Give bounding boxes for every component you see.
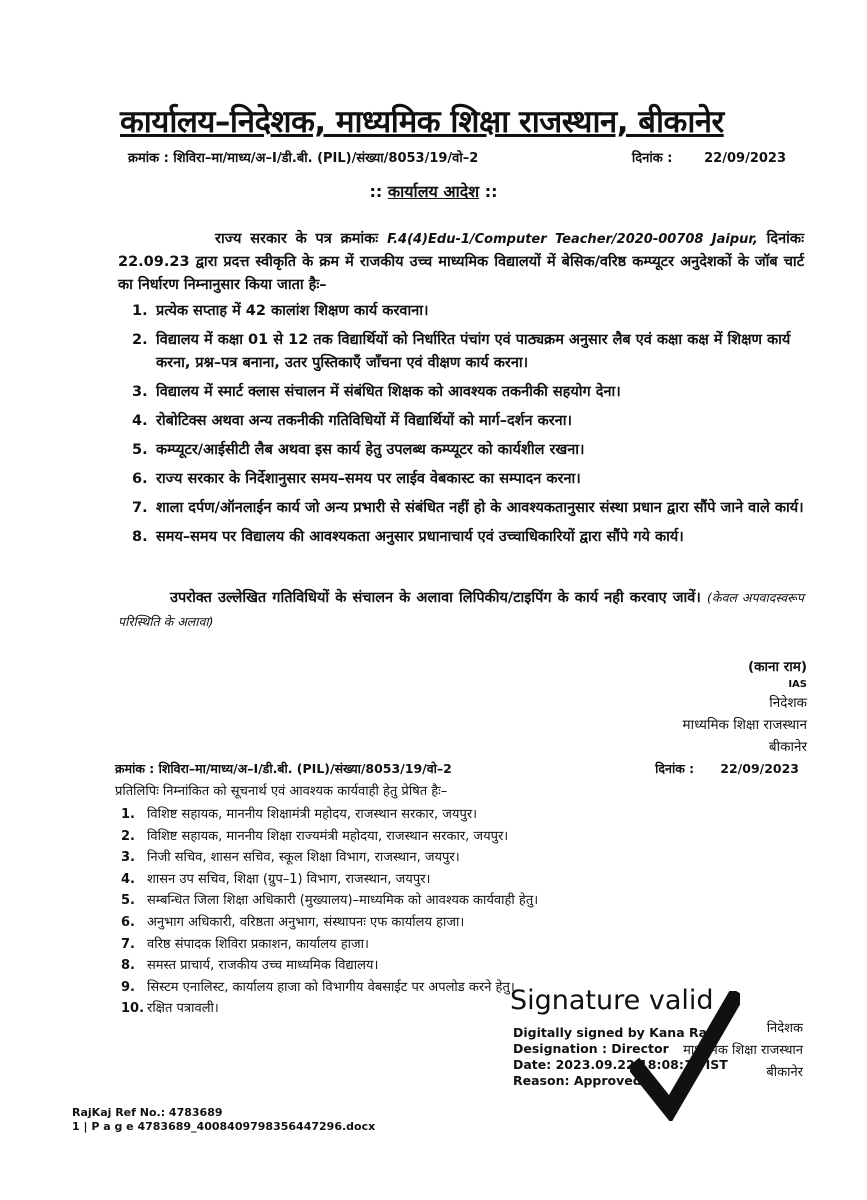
- order-heading-text: कार्यालय आदेश: [387, 182, 480, 201]
- reference-date-label: दिनांक :: [631, 151, 673, 166]
- list-item-text: सम्बन्धित जिला शिक्षा अधिकारी (मुख्यालय)–माध्यमिक को आवश्यक कार्यवाही हेतु।: [147, 893, 539, 909]
- list-item-number: 1.: [132, 303, 148, 319]
- list-item-number: 4.: [132, 413, 148, 429]
- list-item-text: राज्य सरकार के निर्देशानुसार समय–समय पर लाईव वेबकास्ट का सम्पादन करना।: [156, 471, 581, 487]
- list-item-text: शाला दर्पण/ऑनलाईन कार्य जो अन्य प्रभारी से संबंधित नहीं हो के आवश्यकतानुसार संस्था प्रधान द्वारा सौंपे जाने वाले कार्य।: [156, 500, 804, 516]
- closing-note: (केवल अपवादस्वरूप परिस्थिति के अलावा): [118, 590, 804, 629]
- list-item: [115, 955, 805, 977]
- list-item-number: 2.: [132, 332, 148, 348]
- list-item: [115, 869, 805, 891]
- copy-reference-number: क्रमांक : शिविरा–मा/माध्य/अ–I/डी.बी. (PIL)/संख्या/8053/19/वो–2: [115, 761, 452, 776]
- list-item: [115, 890, 805, 912]
- digital-signature-stamp[interactable]: [510, 985, 770, 1115]
- intro-text-end: दिनांकः 22.09.23 द्वारा प्रदत्त स्वीकृति के क्रम में राजकीय उच्च माध्यमिक विद्यालयों में बेसिक/वरिष्ठ कम्प्यूटर अनुदेशकों के जॉब चार्ट का निर्धारण निम्नानुसार किया जाता हैः–: [118, 231, 804, 293]
- list-item-text: रक्षित पत्रावली।: [147, 1001, 219, 1017]
- list-item-number: 6.: [121, 914, 135, 930]
- list-item-text: विद्यालय में स्मार्ट क्लास संचालन में संबंधित शिक्षक को आवश्यक तकनीकी सहयोग देना।: [156, 384, 621, 400]
- list-item: [118, 329, 804, 375]
- signatory-department: माध्यमिक शिक्षा राजस्थान: [682, 717, 807, 733]
- list-item: [115, 826, 805, 848]
- reference-line: [128, 148, 798, 166]
- reference-date: 22/09/2023: [704, 151, 786, 166]
- list-item-text: समस्त प्राचार्य, राजकीय उच्च माध्यमिक विद्यालय।: [147, 958, 379, 974]
- list-item-text: रोबोटिक्स अथवा अन्य तकनीकी गतिविधियों में विद्यार्थियों को मार्ग–दर्शन करना।: [156, 413, 572, 429]
- signatory-city: बीकानेर: [768, 739, 807, 755]
- list-item-number: 2.: [121, 828, 135, 844]
- list-item: [118, 497, 804, 520]
- list-item-number: 3.: [121, 850, 135, 866]
- checkmark-icon: [630, 991, 740, 1121]
- list-item-text: विशिष्ट सहायक, माननीय शिक्षा राज्यमंत्री महोदया, राजस्थान सरकार, जयपुर।: [147, 828, 509, 844]
- signatory-block: [587, 656, 807, 758]
- signatory-designation: निदेशक: [769, 695, 807, 711]
- order-heading-suffix: ::: [484, 182, 498, 201]
- list-item-text: विद्यालय में कक्षा 01 से 12 तक विद्यार्थियों को निर्धारित पंचांग एवं पाठ्यक्रम अनुसार लैब एवं कक्षा कक्ष में शिक्षण कार्य करना, प्रश्न–पत्र बनाना, उतर पुस्तिकाएँ जाँचना एवं वीक्षण कार्य करना।: [156, 332, 791, 371]
- reference-date-group: [632, 148, 786, 166]
- list-item: [118, 468, 804, 491]
- list-item: [118, 410, 804, 433]
- list-item: [115, 847, 805, 869]
- list-item: [115, 804, 805, 826]
- signatory-service: IAS: [788, 679, 807, 690]
- list-item: [118, 526, 804, 549]
- list-item-text: समय–समय पर विद्यालय की आवश्यकता अनुसार प्रधानाचार्य एवं उच्चाधिकारियों द्वारा सौंपे गये कार्य।: [156, 529, 684, 545]
- intro-text-start: राज्य सरकार के पत्र क्रमांकः: [215, 231, 379, 247]
- rajkaj-reference: RajKaj Ref No.: 4783689: [72, 1106, 223, 1119]
- list-item-number: 8.: [132, 529, 148, 545]
- list-item: [118, 381, 804, 404]
- list-item-number: 6.: [132, 471, 148, 487]
- copy-date-label: दिनांक :: [655, 761, 695, 776]
- list-item-text: विशिष्ट सहायक, माननीय शिक्षामंत्री महोदय, राजस्थान सरकार, जयपुर।: [147, 807, 478, 822]
- signature-department: माध्यमिक शिक्षा राजस्थान: [683, 1043, 803, 1058]
- list-item-number: 8.: [121, 958, 135, 974]
- office-title: कार्यालय–निदेशक, माध्यमिक शिक्षा राजस्थान, बीकानेर: [120, 104, 724, 140]
- order-heading: [0, 180, 867, 202]
- closing-text: उपरोक्त उल्लेखित गतिविधियों के संचालन के अलावा लिपिकीय/टाइपिंग के कार्य नही करवाए जावें।: [170, 590, 701, 606]
- order-heading-prefix: ::: [369, 182, 383, 201]
- list-item-number: 5.: [121, 893, 135, 909]
- signature-date: Date: 2023.09.22 18:08:12 IST: [513, 1057, 728, 1072]
- letter-reference: F.4(4)Edu-1/Computer Teacher/2020-00708 Jaipur,: [387, 232, 758, 247]
- copy-date: 22/09/2023: [720, 761, 799, 776]
- signature-signed-by: Digitally signed by Kana Ram: [513, 1025, 721, 1040]
- list-item: [118, 300, 804, 323]
- signature-status: Signature valid: [510, 985, 714, 1016]
- signature-designation: निदेशक: [766, 1021, 803, 1036]
- list-item-text: अनुभाग अधिकारी, वरिष्ठता अनुभाग, संस्थापनः एफ कार्यालय हाजा।: [147, 914, 465, 930]
- page-file-name: 1 | P a g e 4783689_4008409798356447296.docx: [72, 1120, 376, 1133]
- closing-paragraph: [118, 586, 804, 634]
- list-item-number: 7.: [132, 500, 148, 516]
- list-item-text: प्रत्येक सप्ताह में 42 कालांश शिक्षण कार्य करवाना।: [156, 303, 429, 319]
- signatory-name: (काना राम): [748, 659, 807, 675]
- signature-designation-line: Designation : Director: [513, 1041, 669, 1056]
- list-item-text: शासन उप सचिव, शिक्षा (ग्रुप–1) विभाग, राजस्थान, जयपुर।: [147, 871, 431, 887]
- list-item: [118, 439, 804, 462]
- reference-number: क्रमांक : शिविरा–मा/माध्य/अ–I/डी.बी. (PIL)/संख्या/8053/19/वो–2: [128, 151, 479, 166]
- copy-date-group: [655, 760, 799, 777]
- footer: [72, 1106, 375, 1134]
- copy-intro: प्रतिलिपिः निम्नांकित को सूचनार्थ एवं आवश्यक कार्यवाही हेतु प्रेषित हैः–: [115, 784, 448, 799]
- list-item-text: निजी सचिव, शासन सचिव, स्कूल शिक्षा विभाग, राजस्थान, जयपुर।: [147, 850, 460, 866]
- signature-city: बीकानेर: [766, 1065, 803, 1080]
- list-item: [115, 934, 805, 956]
- signature-reason: Reason: Approved: [513, 1073, 642, 1088]
- list-item-number: 4.: [121, 871, 135, 887]
- list-item-number: 5.: [132, 442, 148, 458]
- list-item-number: 3.: [132, 384, 148, 400]
- list-item-number: 10.: [121, 1001, 145, 1017]
- copy-reference-line: [115, 760, 805, 777]
- list-item-number: 7.: [121, 936, 135, 952]
- list-item-text: कम्प्यूटर/आईसीटी लैब अथवा इस कार्य हेतु उपलब्ध कम्प्यूटर को कार्यशील रखना।: [156, 442, 585, 458]
- duties-list: [118, 300, 804, 555]
- intro-paragraph: [118, 228, 804, 297]
- list-item-text: वरिष्ठ संपादक शिविरा प्रकाशन, कार्यालय हाजा।: [147, 936, 369, 952]
- list-item-number: 1.: [121, 807, 135, 822]
- list-item-text: सिस्टम एनालिस्ट, कार्यालय हाजा को विभागीय वेबसाईट पर अपलोड करने हेतु।: [147, 979, 515, 995]
- list-item: [115, 912, 805, 934]
- list-item-number: 9.: [121, 979, 135, 995]
